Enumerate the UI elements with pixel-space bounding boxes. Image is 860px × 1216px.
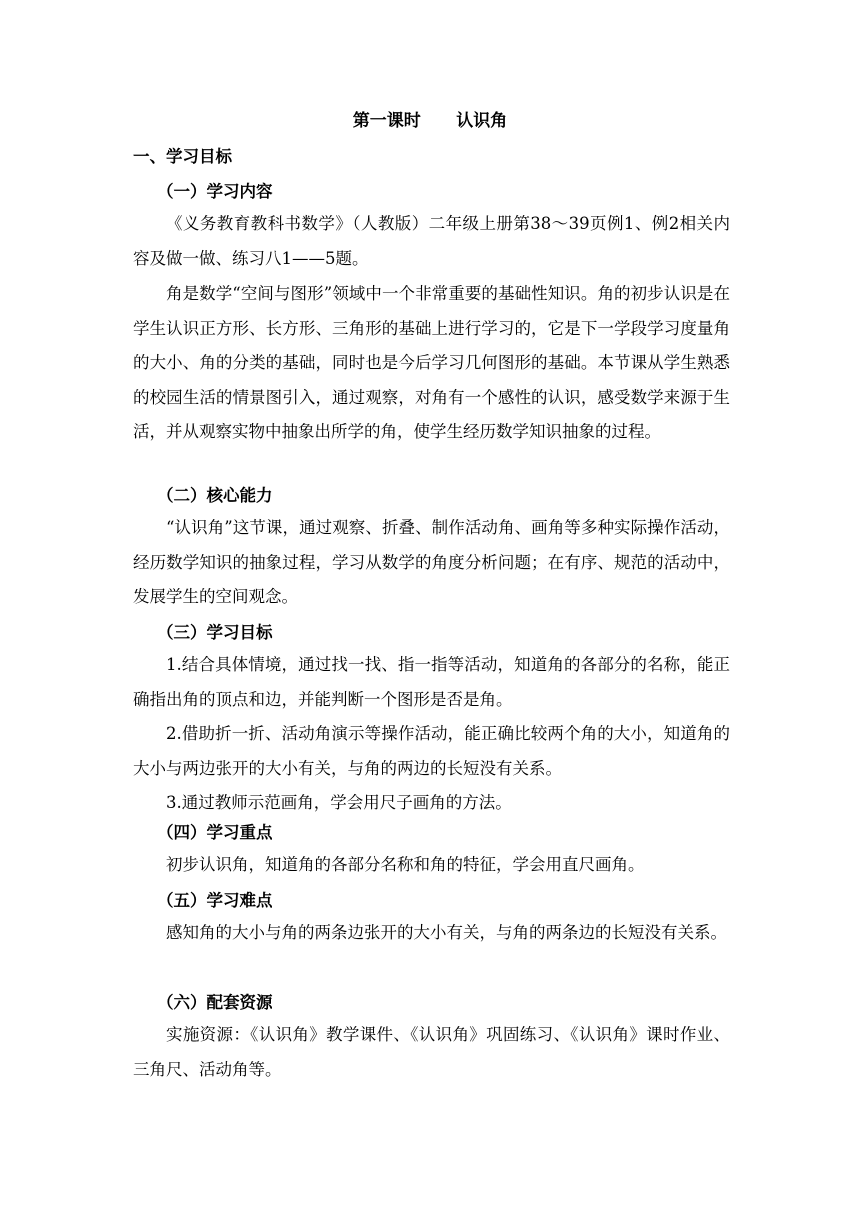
section-heading-objectives: 一、学习目标 xyxy=(133,147,232,166)
paragraph-ability: “认识角”这节课，通过观察、折叠、制作活动角、画角等多种实际操作活动，经历数学知识的抽象过程，学习从数学的角度分析问题；在有序、规范的活动中，发展学生的空间观念。 xyxy=(133,518,730,607)
lesson-title: 第一课时 认识角 xyxy=(352,111,508,131)
paragraph-key-points: 初步认识角，知道角的各部分名称和角的特征，学会用直尺画角。 xyxy=(166,855,645,874)
paragraph-content-1: 《义务教育教科书数学》（人教版）二年级上册第38～39页例1、例2相关内容及做一做、练习八1——5题。 xyxy=(133,214,730,268)
paragraph-goal-3: 3.通过教师示范画角，学会用尺子画角的方法。 xyxy=(166,793,512,812)
subheading-difficulties: （五）学习难点 xyxy=(157,891,273,910)
subheading-learning-goals: （三）学习目标 xyxy=(157,623,273,642)
subheading-resources: （六）配套资源 xyxy=(157,993,273,1012)
subheading-learning-content: （一）学习内容 xyxy=(157,182,273,201)
paragraph-resources: 实施资源：《认识角》教学课件、《认识角》巩固练习、《认识角》课时作业、三角尺、活动角等。 xyxy=(133,1025,730,1079)
paragraph-goal-1: 1.结合具体情境，通过找一找、指一指等活动，知道角的各部分的名称，能正确指出角的顶点和边，并能判断一个图形是否是角。 xyxy=(133,655,730,709)
paragraph-goal-2: 2.借助折一折、活动角演示等操作活动，能正确比较两个角的大小，知道角的大小与两边张开的大小有关，与角的两边的长短没有关系。 xyxy=(133,724,730,778)
paragraph-content-2: 角是数学“空间与图形”领域中一个非常重要的基础性知识。角的初步认识是在学生认识正方形、长方形、三角形的基础上进行学习的，它是下一学段学习度量角的大小、角的分类的基础，同时也是今后学习几何图形的基础。本节课从学生熟悉的校园生活的情景图引入，通过观察，对角有一个感性的认识，感受数学来源于生活，并从观察实物中抽象出所学的角，使学生经历数学知识抽象的过程。 xyxy=(133,284,730,442)
subheading-key-points: （四）学习重点 xyxy=(157,823,273,842)
subheading-core-ability: （二）核心能力 xyxy=(157,486,273,505)
paragraph-difficulties: 感知角的大小与角的两条边张开的大小有关，与角的两条边的长短没有关系。 xyxy=(166,923,727,942)
